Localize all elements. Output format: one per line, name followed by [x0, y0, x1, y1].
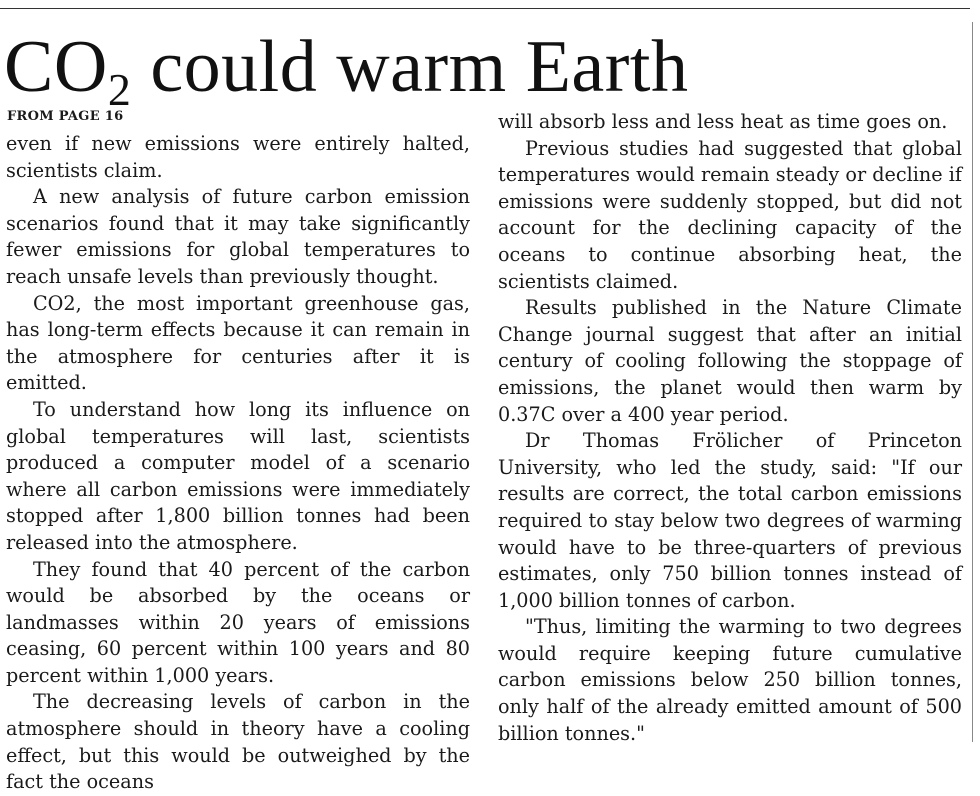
paragraph: will absorb less and less heat as time goes on.	[498, 110, 948, 133]
headline-co: CO	[4, 26, 108, 108]
paragraph: even if new emissions were entirely halted, scientists claim.	[6, 132, 470, 182]
right-column	[498, 109, 962, 747]
jump-line: FROM PAGE 16	[7, 109, 124, 124]
column-right-rule	[972, 22, 973, 742]
paragraph: A new analysis of future carbon emission scenarios found that it may take significantly fewer emissions for global temperatures to reach unsafe levels than previously thought.	[6, 185, 470, 288]
paragraph: Previous studies had suggested that global temperatures would remain steady or decline if emissions were suddenly stopped, but did not account for the declining capacity of the oceans to continue absorbing heat, the scientists claimed.	[498, 136, 962, 293]
paragraph: They found that 40 percent of the carbon would be absorbed by the oceans or landmasses within 20 years of emissions ceasing, 60 percent within 100 years and 80 percent within 1,000 years.	[6, 557, 470, 687]
paragraph: Results published in the Nature Climate Change journal suggest that after an initial century of cooling following the stoppage of emissions, the planet would then warm by 0.37C over a 400 year period.	[498, 296, 962, 426]
headline-subscript: 2	[107, 64, 132, 115]
paragraph: CO2, the most important greenhouse gas, has long-term effects because it can remain in the atmosphere for centuries after it is emitted.	[6, 291, 470, 395]
paragraph: Dr Thomas Frölicher of Princeton University, who led the study, said: "If our results are correct, the total carbon emissions required to stay below two degrees of warming would have to be three-quarters of previous estimates, only 750 billion tonnes instead of 1,000 billion tonnes of carbon.	[498, 429, 962, 612]
paragraph: To understand how long its influence on global temperatures will last, scientists produced a computer model of a scenario where all carbon emissions were immediately stopped after 1,800 billion tonnes had been released into the atmosphere.	[6, 397, 470, 554]
headline	[4, 22, 688, 121]
headline-rest: could warm Earth	[131, 26, 689, 108]
paragraph: "Thus, limiting the warming to two degrees would require keeping future cumulative carbon emissions below 250 billion tonnes, only half of the already emitted amount of 500 billion tonnes."	[498, 615, 962, 745]
paragraph: The decreasing levels of carbon in the atmosphere should in theory have a cooling effect, but this would be outweighed by the fact the oceans	[6, 690, 470, 794]
top-rule	[0, 8, 970, 9]
left-column	[6, 131, 470, 796]
